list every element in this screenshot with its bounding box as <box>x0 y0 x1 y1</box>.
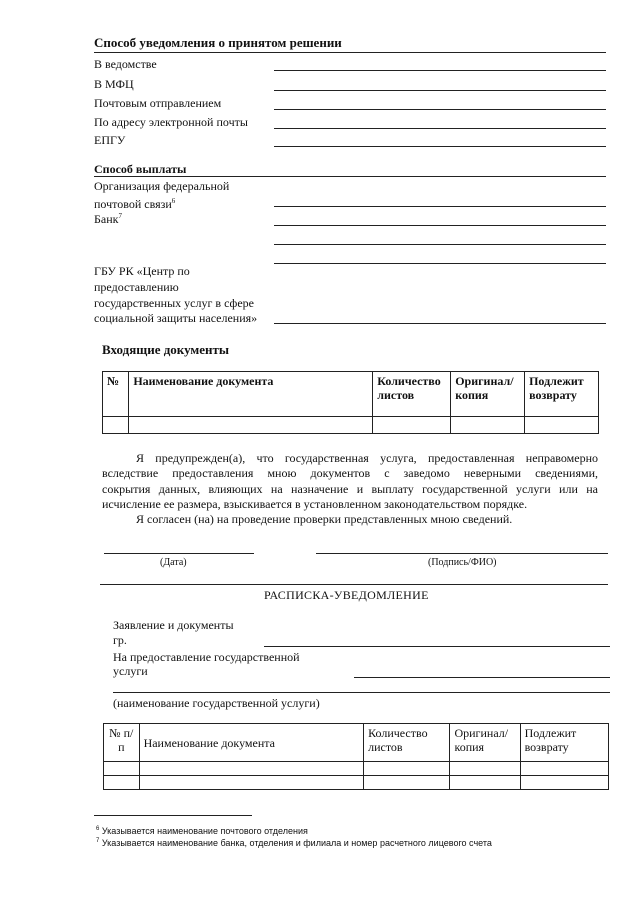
date-line[interactable] <box>104 553 254 554</box>
option-post: Почтовым отправлением <box>94 96 222 110</box>
table-cell[interactable] <box>364 776 450 790</box>
table-cell[interactable] <box>373 417 451 434</box>
field-line-service-2[interactable] <box>113 692 610 693</box>
table-cell[interactable] <box>104 762 140 776</box>
field-line-bank-1[interactable] <box>274 225 606 226</box>
table-row <box>104 762 609 776</box>
col-return: Подлежит возврату <box>520 724 608 762</box>
receipt-line-3: На предоставление государственной <box>113 650 300 664</box>
signature-label: (Подпись/ФИО) <box>428 557 497 568</box>
gbu-line-4: социальной защиты населения» <box>94 311 258 325</box>
footnote-7-text: Указывается наименование банка, отделения и филиала и номер расчетного лицевого счета <box>101 838 492 848</box>
option-epgu: ЕПГУ <box>94 133 126 147</box>
col-sheets: Количество листов <box>364 724 450 762</box>
footnote-ref-6: 6 <box>171 197 176 205</box>
footnote-7-number: 7 <box>96 838 100 844</box>
footnote-rule <box>94 815 252 816</box>
table-cell[interactable] <box>103 417 129 434</box>
field-line-service-1[interactable] <box>354 677 610 678</box>
signature-line[interactable] <box>316 553 608 554</box>
footnote-7 <box>96 836 492 849</box>
table-cell[interactable] <box>364 762 450 776</box>
col-sheets: Количество листов <box>373 372 451 417</box>
col-number: № п/п <box>104 724 140 762</box>
col-doc-name: Наименование документа <box>139 724 364 762</box>
table-cell[interactable] <box>525 417 599 434</box>
field-line-post-org[interactable] <box>274 206 606 207</box>
option-email: По адресу электронной почты <box>94 115 248 129</box>
notification-title: Способ уведомления о принятом решении <box>94 35 342 50</box>
field-line-mfc[interactable] <box>274 90 606 91</box>
col-original: Оригинал/ копия <box>450 724 520 762</box>
gbu-line-3: государственных услуг в сфере <box>94 296 254 310</box>
payment-title: Способ выплаты <box>94 162 187 176</box>
warning-line-2: вследствие предоставления мною документов с заведомо неверными сведениями, <box>102 466 598 480</box>
field-line-epgu[interactable] <box>274 146 606 147</box>
table-header-row <box>104 724 609 762</box>
gbu-line-1: ГБУ РК «Центр по <box>94 264 190 278</box>
receipt-title: РАСПИСКА-УВЕДОМЛЕНИЕ <box>264 588 429 602</box>
receipt-line-2: гр. <box>113 633 127 647</box>
field-line-email[interactable] <box>274 128 606 129</box>
table-cell[interactable] <box>451 417 525 434</box>
table-row <box>104 776 609 790</box>
option-mfc: В МФЦ <box>94 77 134 91</box>
receipt-line-1: Заявление и документы <box>113 618 234 632</box>
table-cell[interactable] <box>139 762 364 776</box>
bank-label: Банк <box>94 212 119 226</box>
table-cell[interactable] <box>104 776 140 790</box>
bank-line <box>94 209 122 226</box>
post-org-label: почтовой связи <box>94 197 172 211</box>
field-line-post[interactable] <box>274 109 606 110</box>
field-line-bank-2[interactable] <box>274 244 606 245</box>
warning-line-1: Я предупрежден(а), что государственная услуга, предоставленная неправомерно <box>136 451 598 465</box>
table-cell[interactable] <box>520 776 608 790</box>
payment-rule <box>94 176 606 177</box>
warning-line-3: сокрытия данных, влияющих на назначение и выплату государственной услуги или на <box>102 482 598 496</box>
col-doc-name: Наименование документа <box>129 372 373 417</box>
receipt-line-4: услуги <box>113 664 148 678</box>
col-return: Подлежит возврату <box>525 372 599 417</box>
option-department: В ведомстве <box>94 57 157 71</box>
title-rule <box>94 52 606 53</box>
table-cell[interactable] <box>450 762 520 776</box>
consent-text: Я согласен (на) на проведение проверки представленных мною сведений. <box>136 512 513 526</box>
col-number: № <box>103 372 129 417</box>
table-cell[interactable] <box>129 417 373 434</box>
footnote-6-text: Указывается наименование почтового отделения <box>101 826 308 836</box>
field-line-bank-3[interactable] <box>274 263 606 264</box>
table-row <box>103 417 599 434</box>
date-label: (Дата) <box>160 557 187 568</box>
receipt-docs-table <box>103 723 609 790</box>
col-original: Оригинал/ копия <box>451 372 525 417</box>
field-line-gbu[interactable] <box>274 323 606 324</box>
field-line-citizen[interactable] <box>264 646 610 647</box>
table-cell[interactable] <box>520 762 608 776</box>
table-cell[interactable] <box>450 776 520 790</box>
field-line-department[interactable] <box>274 70 606 71</box>
incoming-docs-table <box>102 371 599 434</box>
gbu-line-2: предоставлению <box>94 280 179 294</box>
footnote-6-number: 6 <box>96 826 100 832</box>
table-cell[interactable] <box>139 776 364 790</box>
table-header-row <box>103 372 599 417</box>
incoming-title: Входящие документы <box>102 342 230 357</box>
separator-rule <box>100 584 608 585</box>
footnote-ref-7: 7 <box>118 212 122 220</box>
service-caption: (наименование государственной услуги) <box>113 696 320 710</box>
post-org-line1: Организация федеральной <box>94 179 230 193</box>
warning-line-4: исчисление ее размера, взыскивается в установленном законодательством порядке. <box>102 497 528 511</box>
